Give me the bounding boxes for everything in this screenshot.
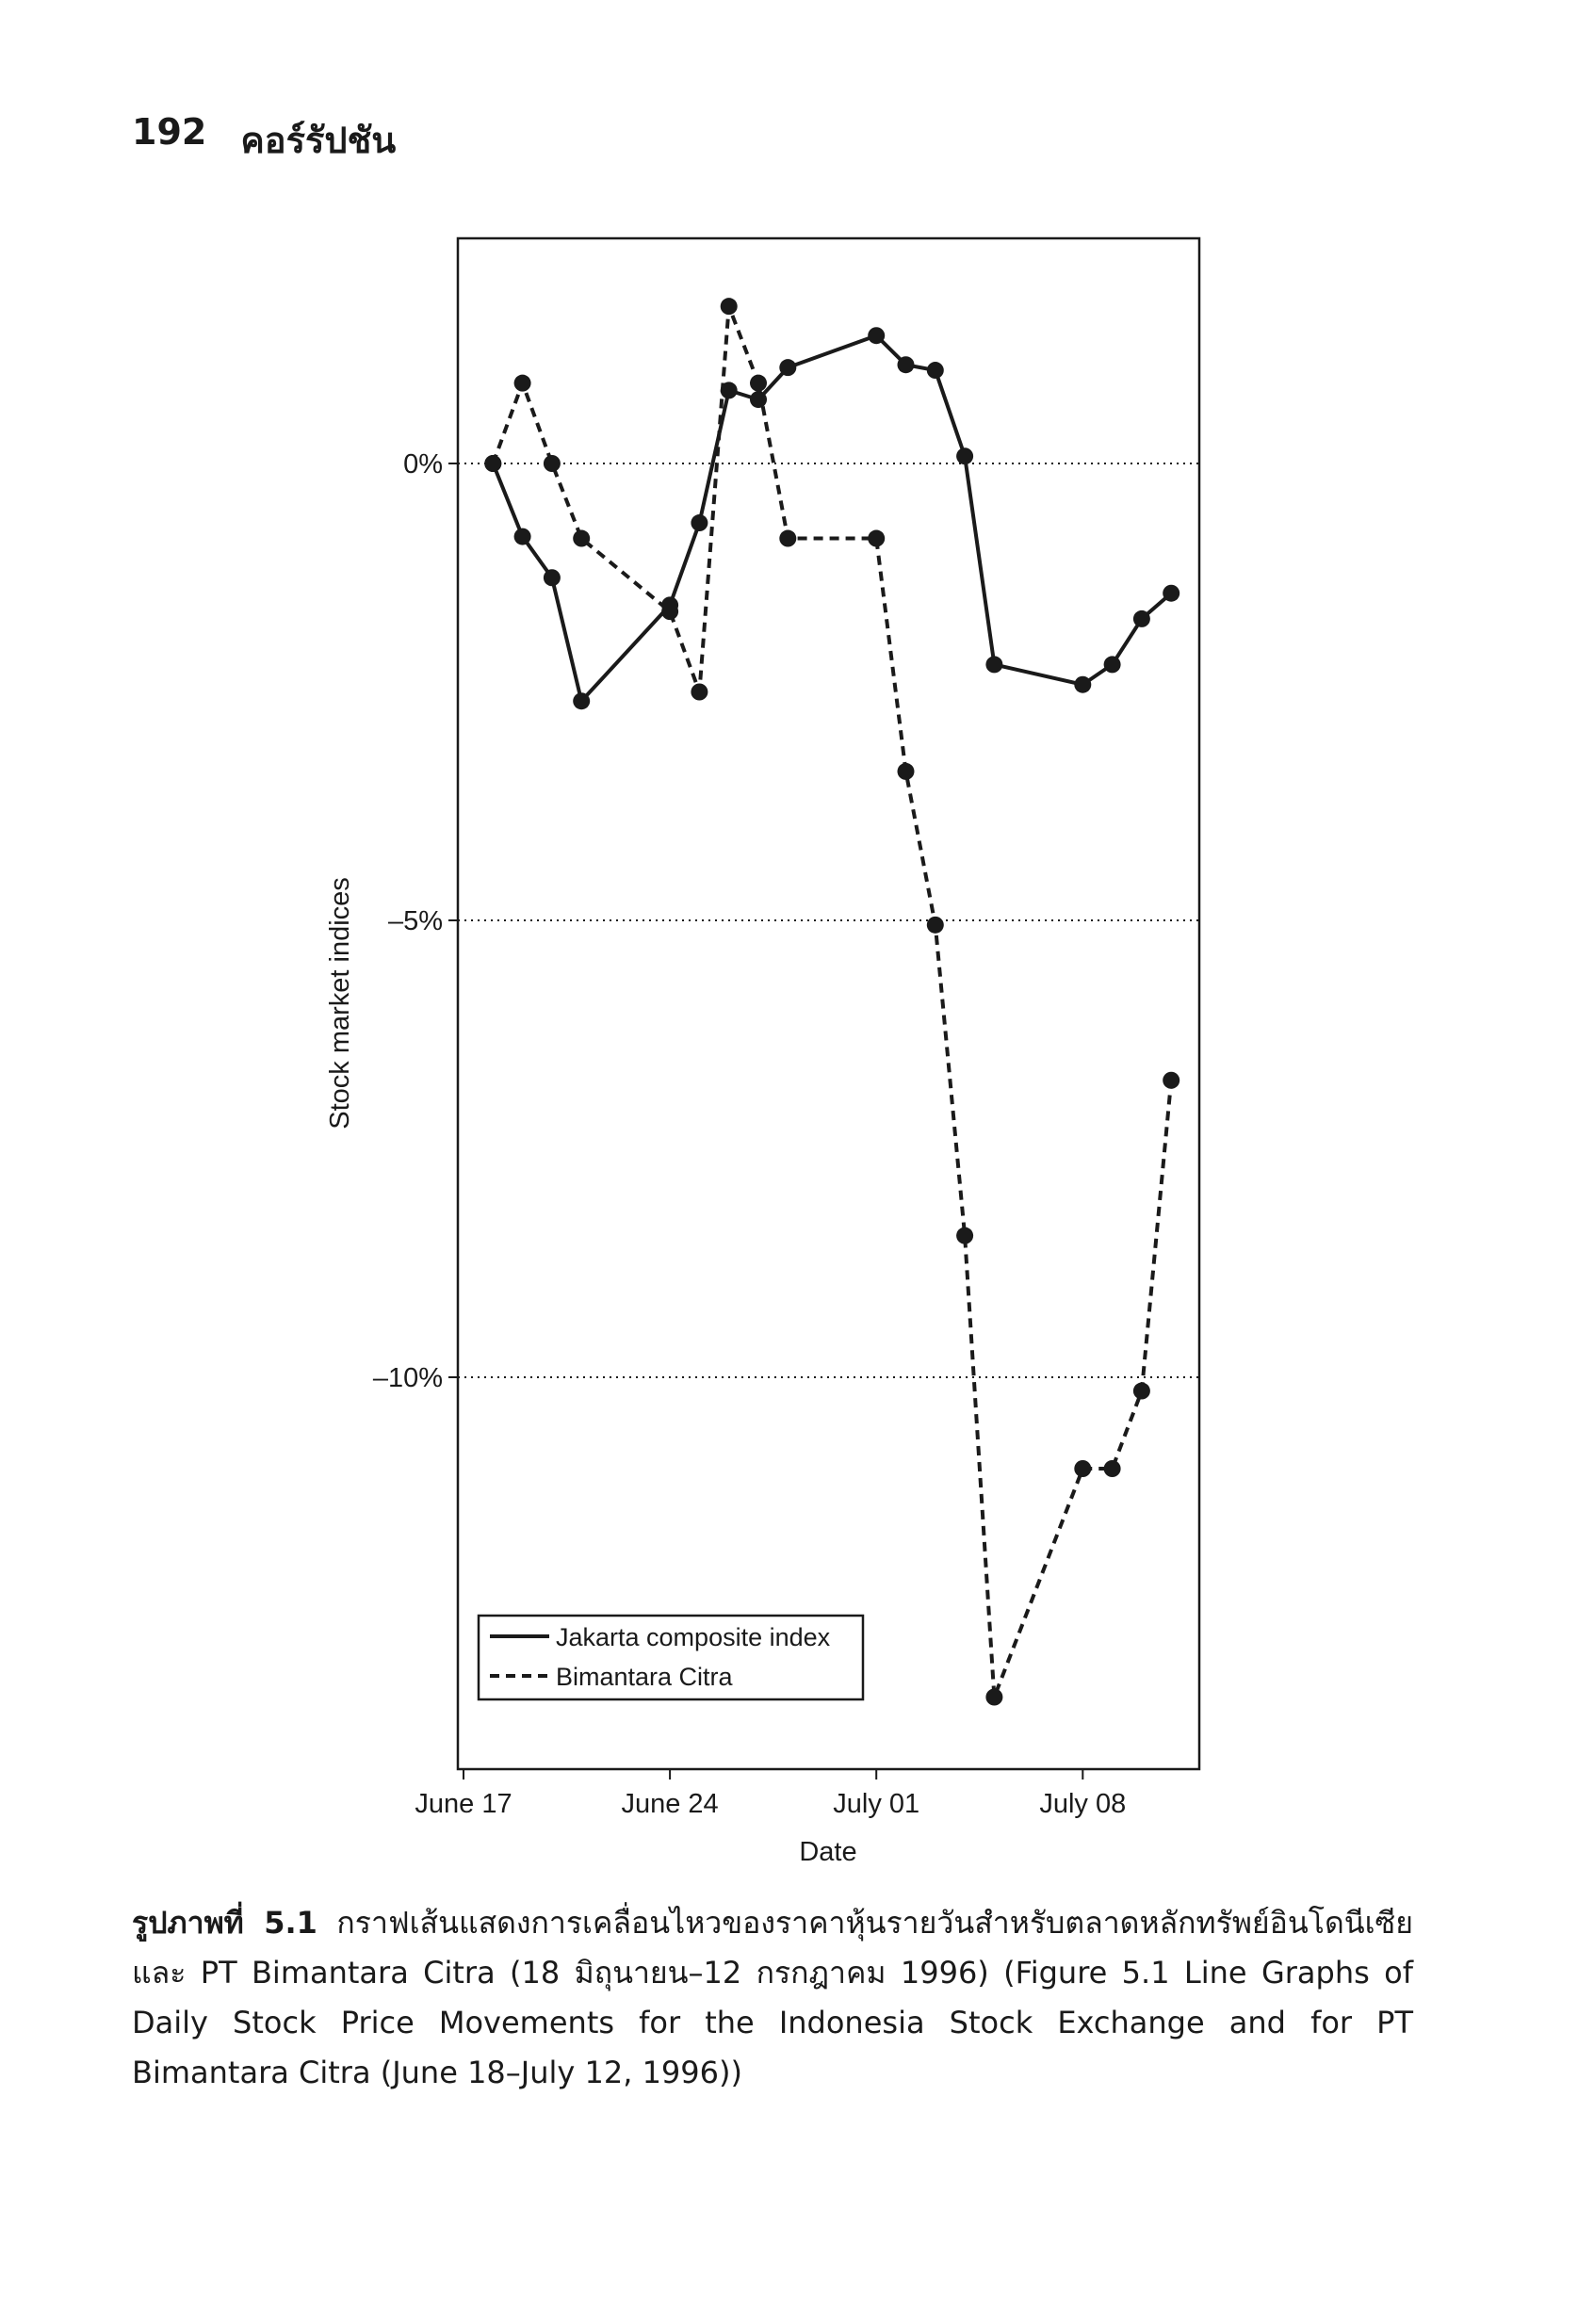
y-tick-label: –10%	[372, 1363, 443, 1393]
plot-frame	[458, 238, 1199, 1769]
legend-label-bimantara: Bimantara Citra	[556, 1663, 733, 1691]
point-bimantara	[1133, 1383, 1150, 1400]
x-tick-label: June 17	[415, 1789, 512, 1819]
point-bimantara	[779, 530, 796, 547]
point-bimantara	[956, 1227, 973, 1244]
point-bimantara	[1104, 1460, 1121, 1477]
point-jakarta	[1074, 676, 1091, 693]
x-axis-ticks	[415, 1769, 1126, 1819]
point-jakarta	[514, 528, 531, 545]
point-jakarta	[868, 327, 885, 344]
point-jakarta	[927, 362, 944, 379]
x-tick-label: July 08	[1039, 1789, 1127, 1819]
y-tick-label: –5%	[387, 906, 443, 936]
point-bimantara	[721, 298, 738, 315]
point-bimantara	[1074, 1460, 1091, 1477]
point-bimantara	[985, 1689, 1002, 1706]
legend-label-jakarta: Jakarta composite index	[556, 1623, 831, 1651]
point-jakarta	[691, 514, 708, 531]
point-jakarta	[573, 692, 590, 709]
point-jakarta	[779, 359, 796, 376]
series-line-jakarta	[493, 335, 1171, 701]
gridlines	[458, 463, 1199, 1377]
point-jakarta	[1133, 610, 1150, 627]
point-bimantara	[898, 763, 915, 780]
point-jakarta	[1163, 585, 1179, 602]
point-jakarta	[750, 391, 767, 408]
series-group	[484, 298, 1179, 1705]
point-bimantara	[1163, 1072, 1179, 1089]
y-axis-label: Stock market indices	[325, 877, 355, 1129]
point-jakarta	[1104, 656, 1121, 673]
page-number: 192	[132, 111, 207, 153]
point-bimantara	[927, 917, 944, 934]
point-bimantara	[484, 455, 501, 472]
x-tick-label: June 24	[621, 1789, 719, 1819]
x-axis-label: Date	[799, 1837, 857, 1867]
point-jakarta	[544, 569, 561, 586]
legend	[479, 1616, 863, 1699]
point-jakarta	[898, 356, 915, 373]
running-title: คอร์รัปชัน	[240, 120, 397, 161]
point-bimantara	[544, 455, 561, 472]
point-bimantara	[661, 603, 678, 620]
figure-caption	[132, 1898, 1413, 2098]
point-bimantara	[573, 530, 590, 547]
caption-text: กราฟเส้นแสดงการเคลื่อนไหวของราคาหุ้นรายวันสำหรับตลาดหลักทรัพย์อินโดนีเซีย และ PT Bimantara Citra (18 มิถุนายน–12 กรกฎาคม 1996) (Figure 5.1 Line Graphs of Daily Stock Price Movements for the Indonesia Stock Exchange and for PT Bimantara Citra (June 18–July 12, 1996))	[132, 1905, 1414, 2090]
point-bimantara	[514, 375, 531, 392]
y-tick-label: 0%	[403, 449, 443, 479]
point-jakarta	[956, 447, 973, 464]
y-axis-ticks	[373, 449, 458, 1393]
point-bimantara	[750, 375, 767, 392]
caption-label: รูปภาพที่ 5.1	[132, 1905, 317, 1941]
x-tick-label: July 01	[833, 1789, 920, 1819]
point-bimantara	[868, 530, 885, 547]
point-bimantara	[691, 684, 708, 701]
point-jakarta	[985, 656, 1002, 673]
series-line-bimantara	[493, 306, 1171, 1697]
